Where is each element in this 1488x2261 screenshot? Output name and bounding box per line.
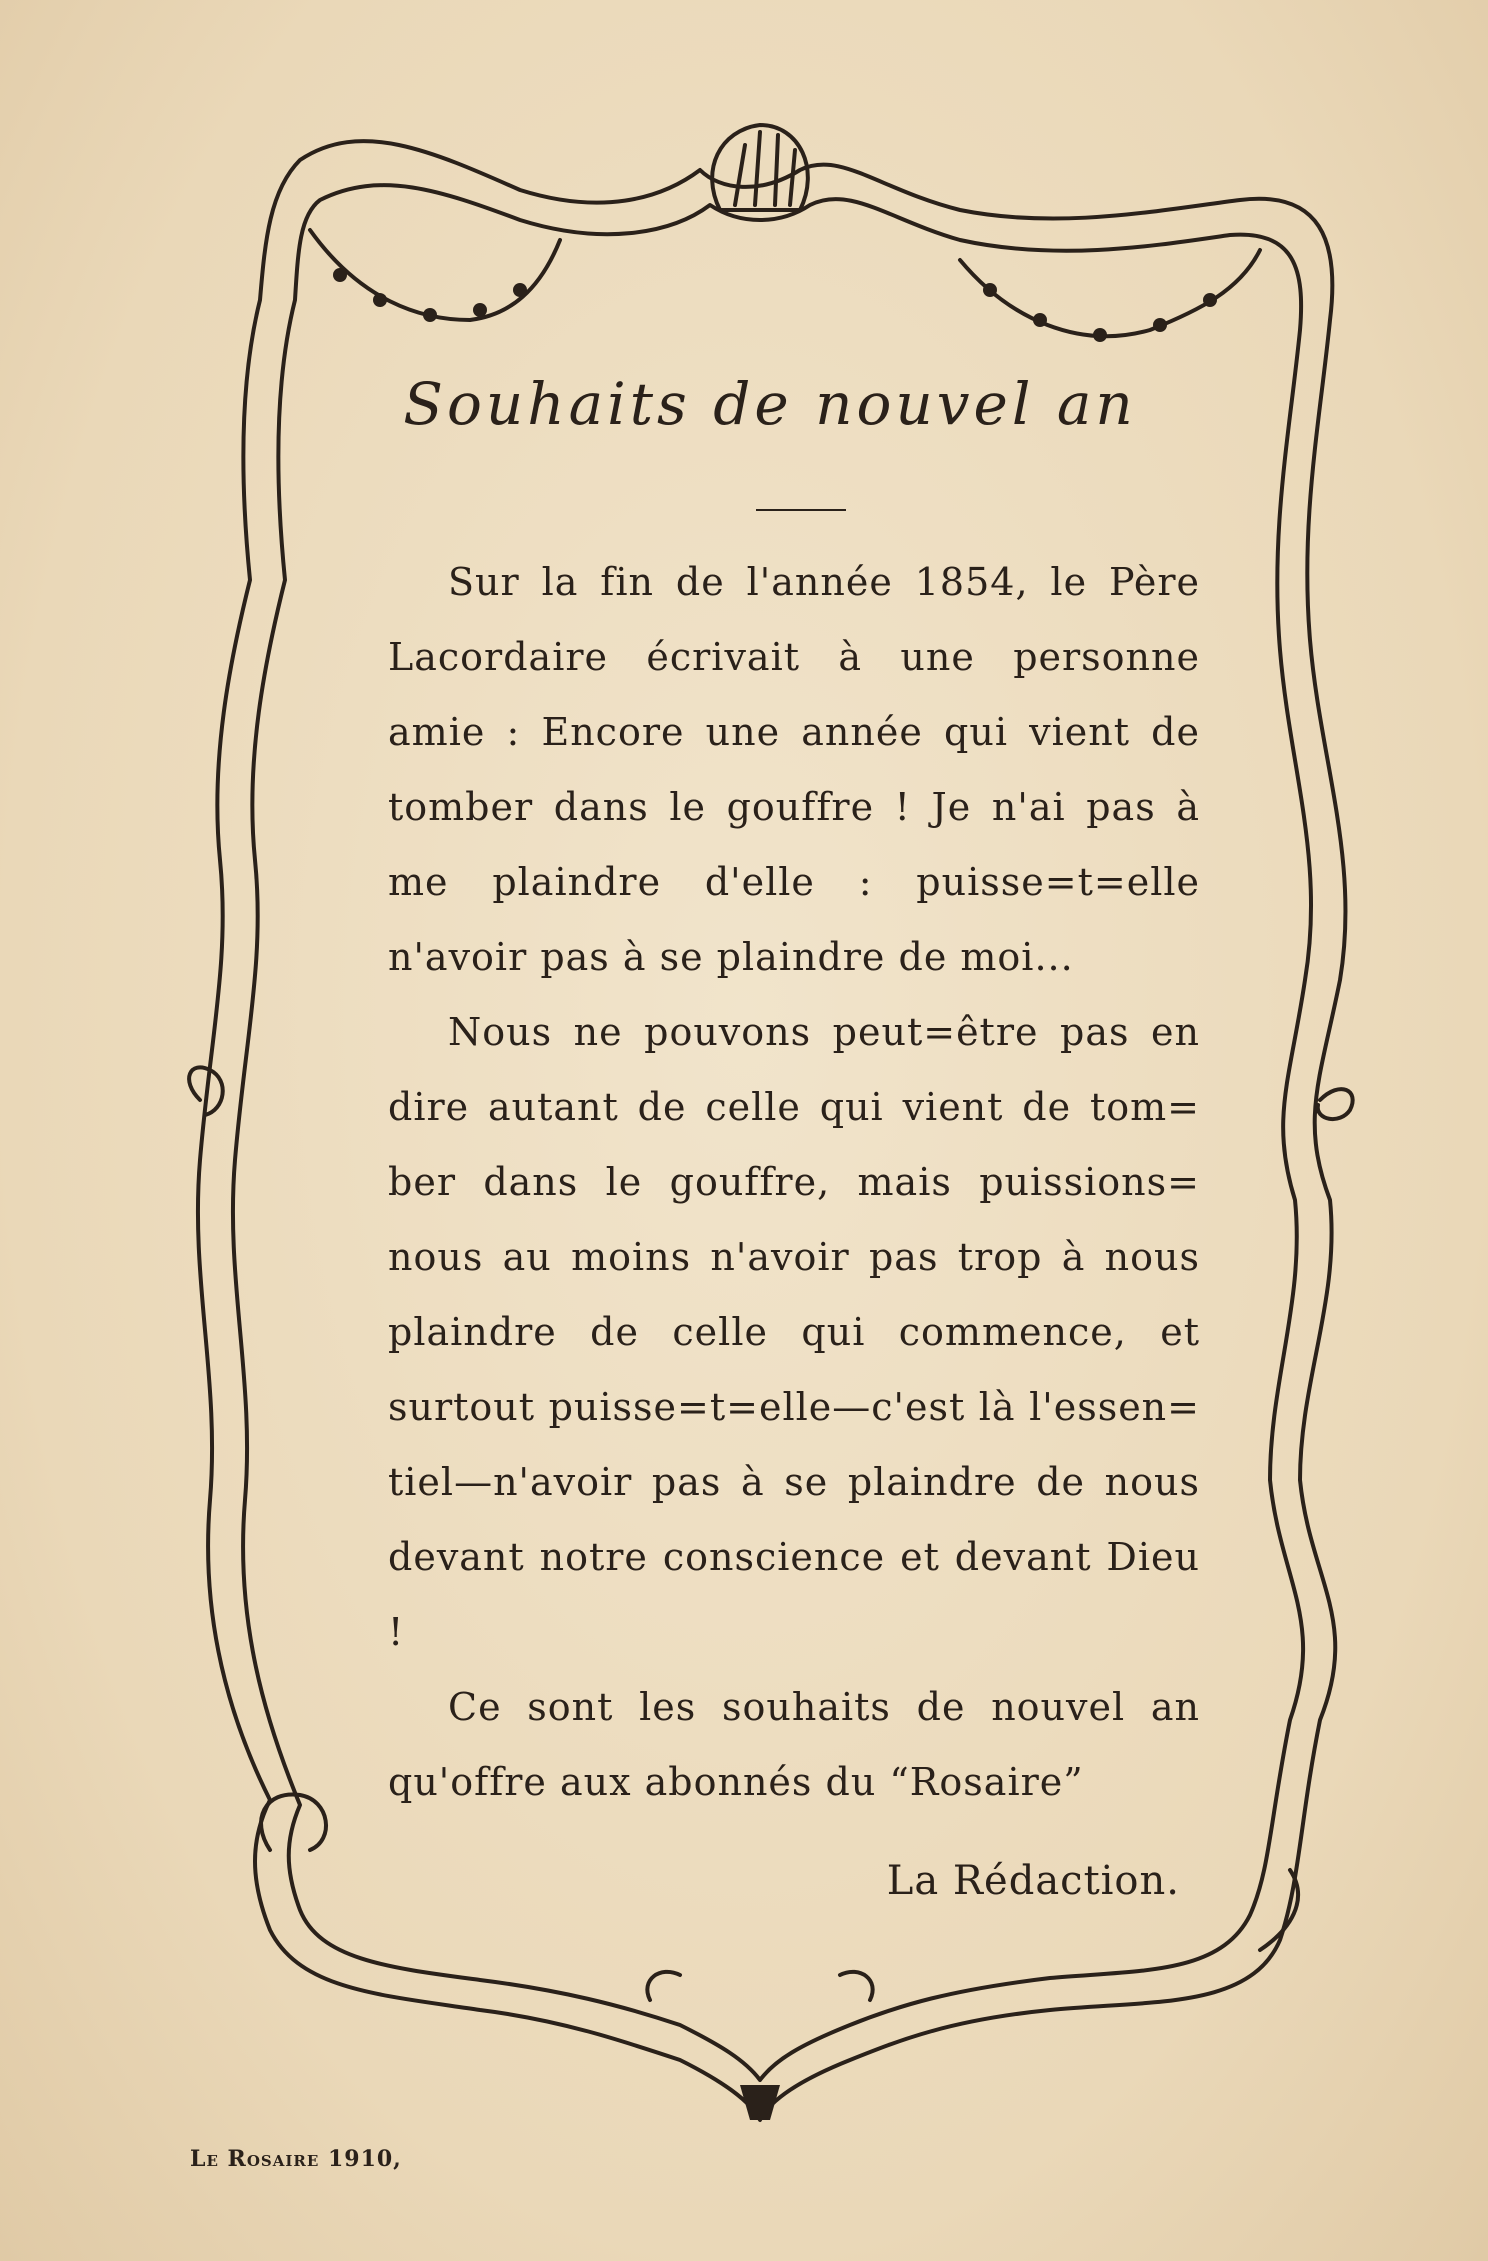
signature: La Rédaction. [886, 1858, 1180, 1904]
paragraph-1: Sur la fin de l'année 1854, le Père Lacordaire écrivait à une personne amie : Encore une année qui vient de tomber dans le gouffre ! Je n'ai pas à me plaindre d'elle : puisse=t=elle n'avoir pas à se plaindre de moi... [388, 560, 1200, 979]
title-divider [756, 509, 846, 511]
paragraph-3: Ce sont les souhaits de nouvel an qu'offre aux abonnés du “Rosaire” [388, 1685, 1200, 1804]
footer-source: Le Rosaire 1910, [190, 2146, 402, 2172]
paragraph-2: Nous ne pouvons peut=être pas en dire autant de celle qui vient de tom= ber dans le gouffre, mais puissions= nous au moins n'avoir pas trop à nous plaindre de celle qui commence, et surtout puisse=t=elle—c'est là l'essen= tiel—n'avoir pas à se plaindre de nous devant notre conscience et devant Dieu ! [388, 1010, 1200, 1654]
letter-body [388, 545, 1200, 1820]
page-title: Souhaits de nouvel an [403, 370, 1137, 438]
